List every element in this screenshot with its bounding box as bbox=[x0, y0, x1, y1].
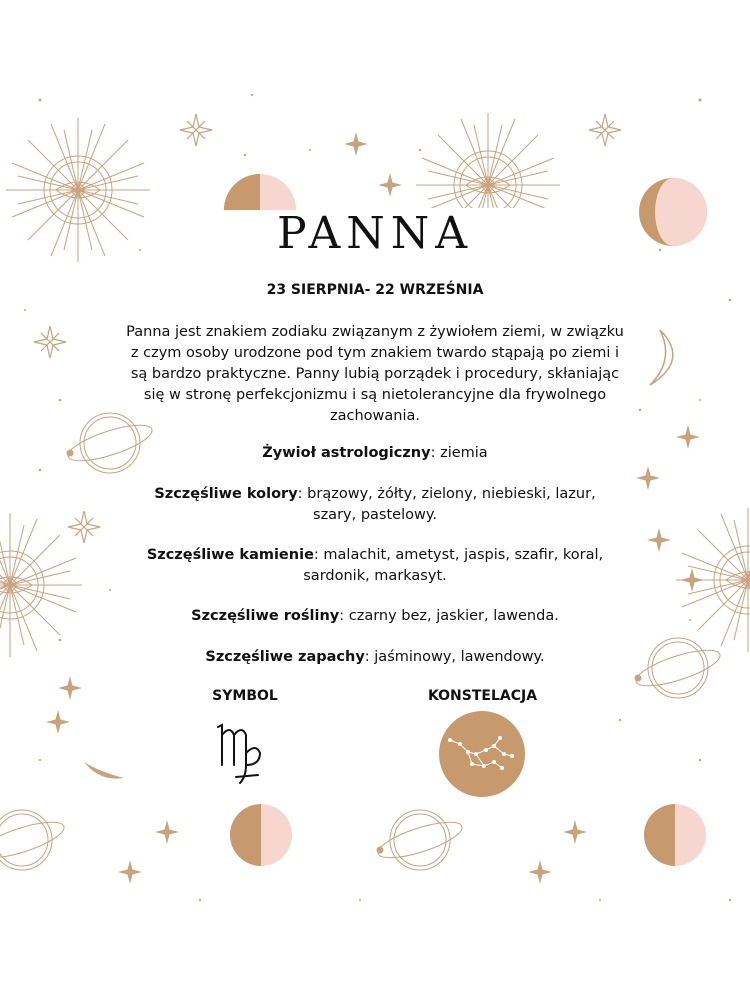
sparkle-star-icon bbox=[680, 568, 704, 592]
moon-phase-icon bbox=[224, 174, 296, 210]
sparkle-star-icon bbox=[528, 860, 552, 884]
fact-plants: Szczęśliwe rośliny: czarny bez, jaskier, lawenda. bbox=[191, 608, 559, 624]
sparkle-star-icon bbox=[34, 326, 66, 358]
moon-phase-icon bbox=[637, 176, 709, 248]
sparkle-star-icon bbox=[378, 173, 402, 197]
page-title: PANNA bbox=[276, 208, 474, 259]
sparkle-star-icon bbox=[180, 114, 212, 146]
fact-value: jaśminowy, lawendowy. bbox=[374, 649, 545, 665]
moon-phase-icon bbox=[230, 804, 292, 866]
virgo-constellation-icon bbox=[438, 710, 526, 798]
sparkle-star-icon bbox=[68, 511, 100, 543]
fact-value: brązowy, żółty, zielony, niebieski, lazur, szary, pastelowy. bbox=[307, 486, 596, 523]
fact-element: Żywioł astrologiczny: ziemia bbox=[262, 445, 488, 461]
crescent-moon-icon bbox=[650, 330, 673, 385]
sun-eye-icon bbox=[0, 513, 82, 657]
fact-value: malachit, ametyst, jaspis, szafir, koral, sardonik, markasyt. bbox=[303, 547, 604, 584]
sparkle-star-icon bbox=[58, 676, 82, 700]
fact-colors: Szczęśliwe kolory: brązowy, żółty, zielony, niebieski, lazur, szary, pastelowy. bbox=[154, 486, 596, 523]
crescent-moon-icon bbox=[84, 762, 124, 779]
symbol-label: SYMBOL bbox=[212, 688, 278, 704]
sparkle-star-icon bbox=[589, 114, 621, 146]
fact-label: Szczęśliwe kolory bbox=[154, 486, 298, 502]
fact-value: ziemia bbox=[440, 445, 488, 461]
description: Panna jest znakiem zodiaku związanym z żywiołem ziemi, w związku z czym osoby urodzone pod tym znakiem twardo stąpają po ziemi i są bardzo praktyczne. Panny lubią porządek i procedury, skłaniając się w stronę perfekcjonizmu i są nietolerancyjne dla frywolnego zachowania. bbox=[126, 324, 624, 424]
sparkle-star-icon bbox=[676, 425, 700, 449]
sparkle-star-icon bbox=[155, 820, 179, 844]
sparkle-star-icon bbox=[118, 860, 142, 884]
fact-value: czarny bez, jaskier, lawenda. bbox=[348, 608, 559, 624]
fact-label: Szczęśliwe kamienie bbox=[146, 547, 314, 563]
sparkle-star-icon bbox=[46, 710, 70, 734]
fact-scents: Szczęśliwe zapachy: jaśminowy, lawendowy. bbox=[205, 649, 545, 665]
sparkle-star-icon bbox=[563, 820, 587, 844]
date-range: 23 SIERPNIA- 22 WRZEŚNIA bbox=[266, 282, 484, 298]
fact-stones: Szczęśliwe kamienie: malachit, ametyst, jaspis, szafir, koral, sardonik, markasyt. bbox=[146, 547, 604, 584]
planet-ring-icon bbox=[0, 810, 68, 870]
planet-ring-icon bbox=[632, 638, 723, 698]
virgo-symbol-icon bbox=[212, 715, 272, 795]
fact-label: Szczęśliwe rośliny bbox=[191, 608, 340, 624]
planet-ring-icon bbox=[374, 810, 465, 870]
sparkle-star-icon bbox=[344, 132, 368, 156]
fact-label: Szczęśliwe zapachy bbox=[205, 649, 365, 665]
fact-label: Żywioł astrologiczny bbox=[262, 445, 431, 461]
sun-eye-icon bbox=[6, 118, 150, 262]
moon-phase-icon bbox=[644, 804, 706, 866]
sparkle-star-icon bbox=[636, 466, 660, 490]
sparkle-star-icon bbox=[647, 528, 671, 552]
constellation-label: KONSTELACJA bbox=[427, 688, 538, 704]
